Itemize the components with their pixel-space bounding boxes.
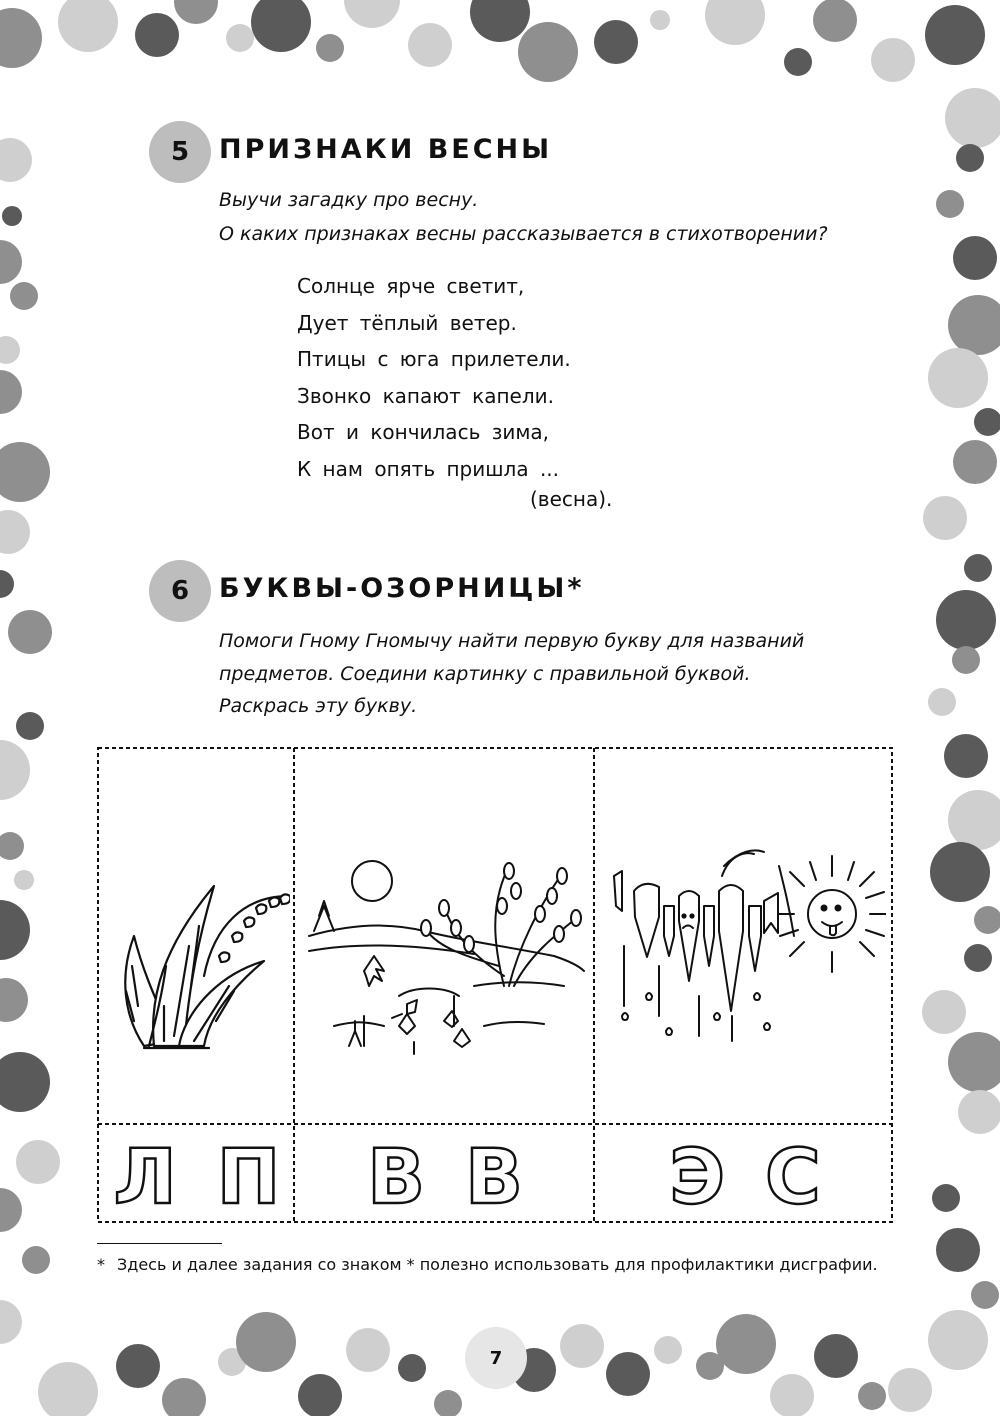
letter-cell-2 — [304, 1134, 586, 1220]
spring-landscape-icon — [304, 846, 586, 1056]
letter-option[interactable]: В — [465, 1132, 523, 1221]
icicles-and-sun-icon — [604, 846, 886, 1046]
letter-option[interactable]: Л — [113, 1132, 177, 1221]
footnote-star: * — [97, 1255, 105, 1274]
letter-option[interactable]: С — [765, 1132, 821, 1221]
footnote-divider — [97, 1243, 222, 1244]
picture-cell-2[interactable] — [304, 846, 586, 1056]
letter-option[interactable]: Э — [669, 1132, 725, 1221]
footnote — [97, 1251, 887, 1278]
section-5-title: ПРИЗНАКИ ВЕСНЫ — [219, 134, 553, 165]
page-number: 7 — [465, 1327, 527, 1389]
poem-line: К нам опять пришла ... — [297, 456, 560, 481]
poem-line: Птицы с юга прилетели. — [297, 347, 571, 371]
letter-cell-1 — [104, 1134, 290, 1220]
poem-line: Солнце ярче светит, — [297, 274, 525, 298]
poem-line: Дует тёплый ветер. — [297, 310, 517, 335]
picture-cell-3[interactable] — [604, 846, 886, 1046]
picture-cell-1[interactable] — [104, 866, 290, 1056]
letter-cell-3 — [604, 1134, 886, 1220]
section-5-instruction-1: Выучи загадку про весну. — [219, 189, 479, 211]
poem-line: Звонко капают капели. — [297, 383, 554, 408]
section-6-instruction-3: Раскрась эту букву. — [219, 695, 418, 717]
letter-option[interactable]: П — [216, 1132, 281, 1221]
section-6-instruction-2: предметов. Соедини картинку с правильной буквой. — [219, 663, 751, 685]
letter-option[interactable]: В — [367, 1132, 425, 1221]
letter-match-grid — [96, 746, 894, 1224]
riddle-answer: (весна). — [530, 487, 613, 511]
section-6-number-badge: 6 — [149, 560, 211, 622]
poem-line: Вот и кончилась зима, — [297, 420, 550, 444]
section-6-instruction-1: Помоги Гному Гномычу найти первую букву для названий — [219, 630, 805, 652]
section-6-title: БУКВЫ-ОЗОРНИЦЫ* — [219, 573, 585, 604]
footnote-text: Здесь и далее задания со знаком * полезно использовать для профилактики дисграфии. — [117, 1255, 878, 1274]
section-5-number-badge: 5 — [149, 121, 211, 183]
lily-of-the-valley-icon — [104, 866, 290, 1056]
riddle-poem — [297, 268, 571, 487]
section-5-instruction-2: О каких признаках весны рассказывается в стихотворении? — [219, 223, 828, 245]
